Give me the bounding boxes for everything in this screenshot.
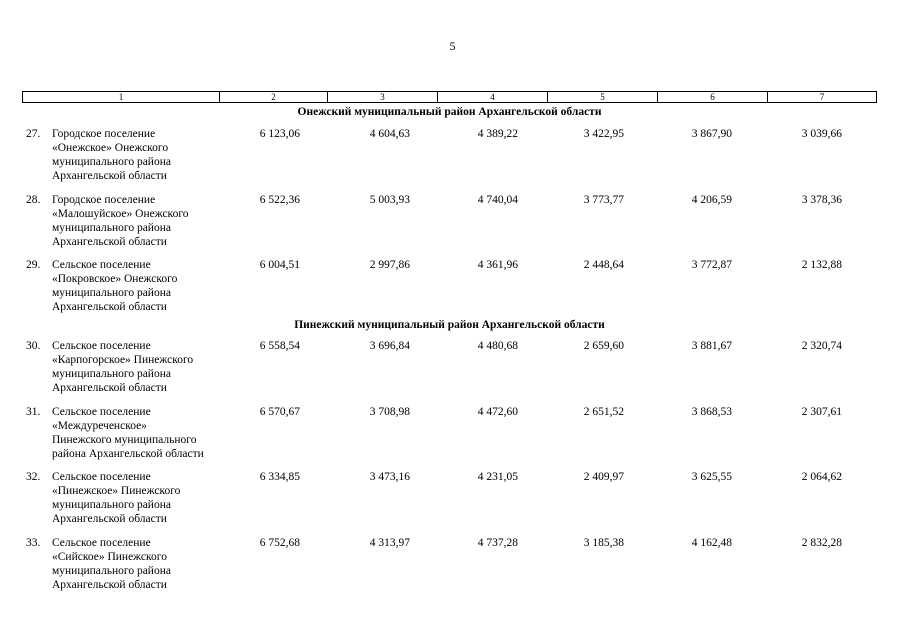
value-col-5: 2 409,97 — [583, 471, 624, 483]
value-col-6: 3 625,55 — [691, 471, 732, 483]
value-col-7: 3 039,66 — [801, 128, 842, 140]
value-col-5: 2 659,60 — [583, 340, 624, 352]
value-col-7: 2 307,61 — [801, 406, 842, 418]
value-col-4: 4 231,05 — [477, 471, 518, 483]
settlement-name-line: «Пинежское» Пинежского — [52, 485, 181, 497]
value-col-7: 2 320,74 — [801, 340, 842, 352]
row-number: 27. — [26, 128, 41, 140]
value-col-4: 4 480,68 — [477, 340, 518, 352]
value-col-3: 3 696,84 — [369, 340, 410, 352]
value-col-5: 3 773,77 — [583, 194, 624, 206]
value-col-4: 4 361,96 — [477, 259, 518, 271]
value-col-2: 6 570,67 — [259, 406, 300, 418]
settlement-name-line: Сельское поселение — [52, 406, 151, 418]
value-col-7: 2 132,88 — [801, 259, 842, 271]
value-col-5: 2 651,52 — [583, 406, 624, 418]
value-col-6: 4 162,48 — [691, 537, 732, 549]
settlement-name-line: муниципального района — [52, 499, 171, 511]
settlement-name-line: муниципального района — [52, 565, 171, 577]
row-number: 29. — [26, 259, 41, 271]
column-header-7: 7 — [819, 92, 825, 102]
settlement-name-line: Архангельской области — [52, 170, 167, 182]
column-header-5: 5 — [548, 92, 658, 102]
settlement-name-line: «Онежское» Онежского — [52, 142, 169, 154]
settlement-name-line: муниципального района — [52, 222, 171, 234]
value-col-6: 4 206,59 — [691, 194, 732, 206]
settlement-name-line: муниципального района — [52, 156, 171, 168]
settlement-name-line: муниципального района — [52, 368, 171, 380]
column-header-6: 6 — [658, 92, 768, 102]
settlement-name-line: Сельское поселение — [52, 471, 151, 483]
settlement-name-line: «Карпогорское» Пинежского — [52, 354, 194, 366]
row-number: 32. — [26, 471, 41, 483]
value-col-5: 3 422,95 — [583, 128, 624, 140]
value-col-2: 6 522,36 — [259, 194, 300, 206]
value-col-6: 3 881,67 — [691, 340, 732, 352]
settlement-name-line: «Междуреченское» — [52, 420, 147, 432]
value-col-3: 2 997,86 — [369, 259, 410, 271]
row-number: 28. — [26, 194, 41, 206]
value-col-3: 4 313,97 — [369, 537, 410, 549]
value-col-3: 3 708,98 — [369, 406, 410, 418]
value-col-6: 3 772,87 — [691, 259, 732, 271]
value-col-7: 2 832,28 — [801, 537, 842, 549]
settlement-name-line: Архангельской области — [52, 579, 167, 591]
settlement-name-line: Городское поселение — [52, 128, 156, 140]
row-number: 30. — [26, 340, 41, 352]
row-number: 33. — [26, 537, 41, 549]
settlement-name-line: Сельское поселение — [52, 537, 151, 549]
settlement-name-line: Архангельской области — [52, 236, 167, 248]
value-col-2: 6 123,06 — [259, 128, 300, 140]
settlement-name-line: Архангельской области — [52, 301, 167, 313]
column-header-3: 3 — [328, 92, 438, 102]
value-col-6: 3 868,53 — [691, 406, 732, 418]
settlement-name-line: «Малошуйское» Онежского — [52, 208, 189, 220]
value-col-3: 5 003,93 — [369, 194, 410, 206]
value-col-6: 3 867,90 — [691, 128, 732, 140]
value-col-2: 6 004,51 — [259, 259, 300, 271]
section-title-pinega: Пинежский муниципальный район Архангельской области — [294, 319, 605, 331]
settlement-name-line: Пинежского муниципального — [52, 434, 197, 446]
value-col-5: 2 448,64 — [583, 259, 624, 271]
section-title-onega: Онежский муниципальный район Архангельской области — [297, 106, 602, 118]
settlement-name-line: «Сийское» Пинежского — [52, 551, 167, 563]
value-col-5: 3 185,38 — [583, 537, 624, 549]
table-header-row — [22, 91, 877, 103]
value-col-7: 3 378,36 — [801, 194, 842, 206]
value-col-7: 2 064,62 — [801, 471, 842, 483]
value-col-4: 4 737,28 — [477, 537, 518, 549]
value-col-2: 6 752,68 — [259, 537, 300, 549]
settlement-name-line: муниципального района — [52, 287, 171, 299]
value-col-3: 3 473,16 — [369, 471, 410, 483]
column-header-4: 4 — [438, 92, 548, 102]
settlement-name-line: района Архангельской области — [52, 448, 204, 460]
settlement-name-line: Городское поселение — [52, 194, 156, 206]
row-number: 31. — [26, 406, 41, 418]
value-col-4: 4 389,22 — [477, 128, 518, 140]
value-col-4: 4 472,60 — [477, 406, 518, 418]
value-col-2: 6 334,85 — [259, 471, 300, 483]
value-col-4: 4 740,04 — [477, 194, 518, 206]
settlement-name-line: Архангельской области — [52, 513, 167, 525]
settlement-name-line: «Покровское» Онежского — [52, 273, 178, 285]
value-col-3: 4 604,63 — [369, 128, 410, 140]
page-number: 5 — [449, 39, 456, 53]
column-header-2: 2 — [220, 92, 328, 102]
column-header-1: 1 — [23, 92, 220, 102]
settlement-name-line: Архангельской области — [52, 382, 167, 394]
settlement-name-line: Сельское поселение — [52, 340, 151, 352]
settlement-name-line: Сельское поселение — [52, 259, 151, 271]
value-col-2: 6 558,54 — [259, 340, 300, 352]
